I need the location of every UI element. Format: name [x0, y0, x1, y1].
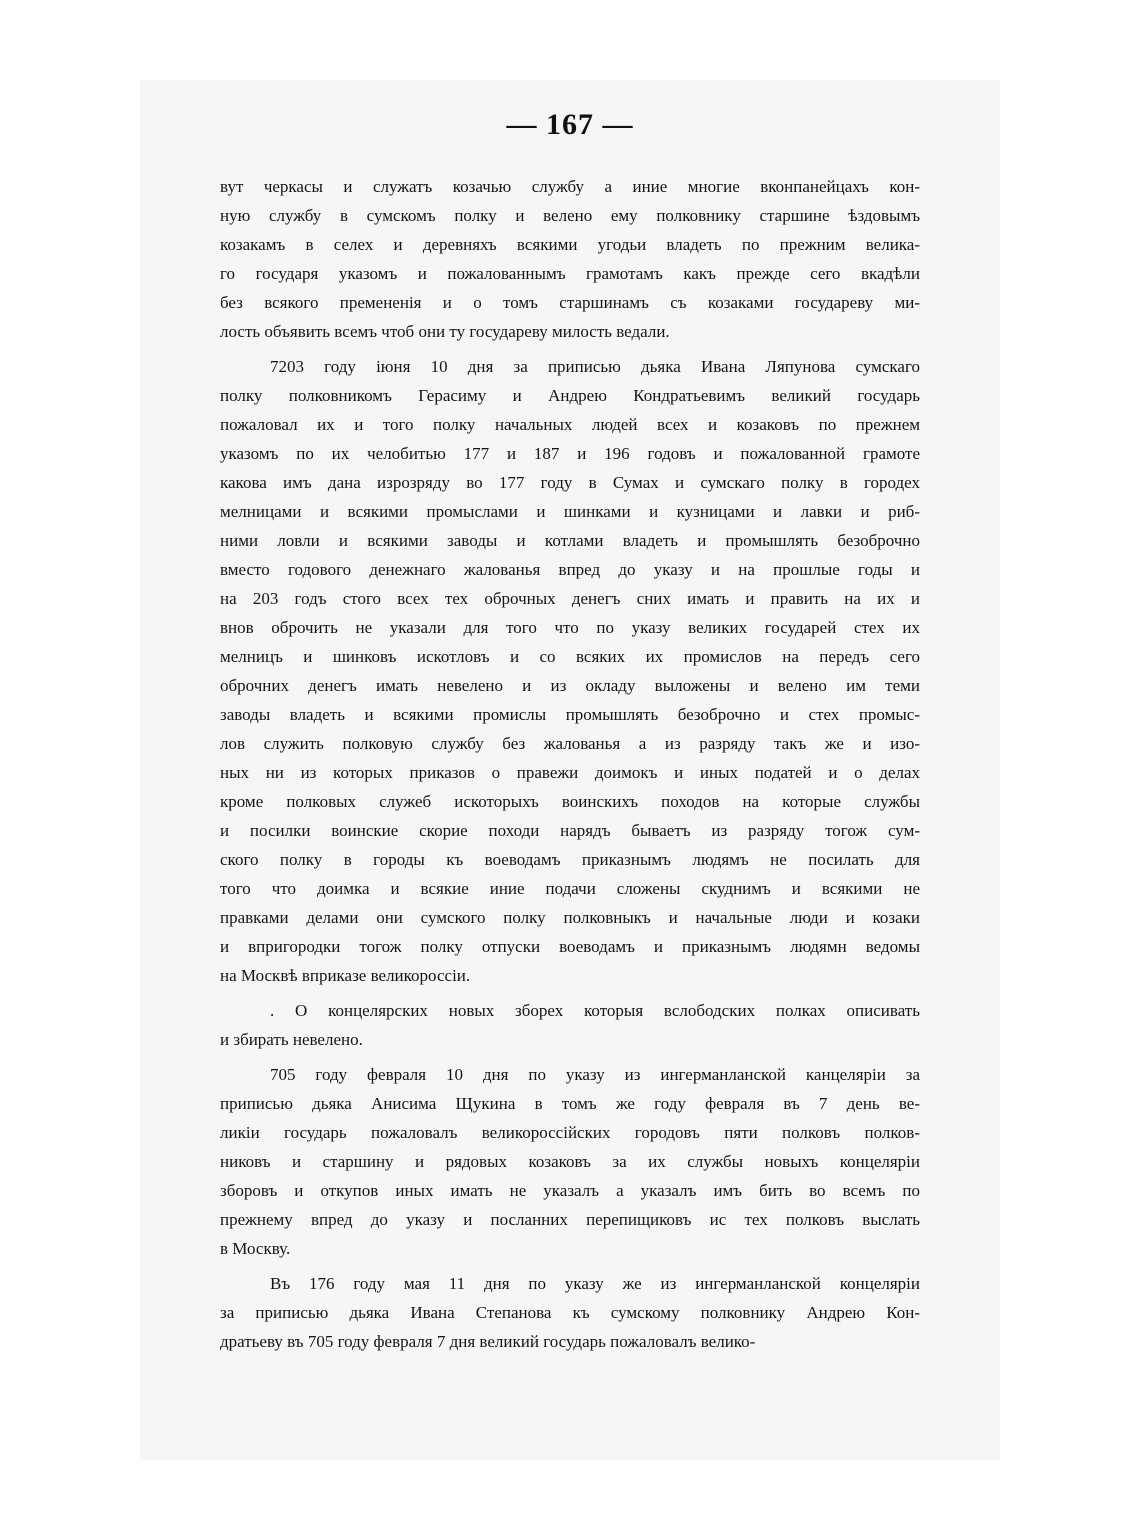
text-line: ними ловли и всякими заводы и котлами владеть и промышлять безоброчно [220, 531, 920, 550]
text-line: . О концелярских новых зборех которыя вслободских полках описивать [270, 1001, 920, 1020]
text-line: 7203 году іюня 10 дня за приписью дьяка Ивана Ляпунова сумскаго [270, 357, 920, 376]
paragraph [220, 1060, 920, 1263]
text-line: Въ 176 году мая 11 дня по указу же из ингерманланской концеляріи [270, 1274, 920, 1293]
text-line: лость объявить всемъ чтоб они ту государеву милость ведали. [220, 322, 670, 341]
text-line: заводы владеть и всякими промислы промышлять безоброчно и стех промыс- [220, 705, 920, 724]
text-line: прежнему впред до указу и посланних перепищиковъ ис тех полковъ выслать [220, 1210, 920, 1229]
text-line: козакамъ в селех и деревняхъ всякими угодьи владеть по прежним велика- [220, 235, 920, 254]
text-line: ского полку в городы къ воеводамъ приказнымъ людямъ не посилать для [220, 850, 920, 869]
text-line: внов оброчить не указали для того что по указу великих государей стех их [220, 618, 920, 637]
page-number: — 167 — [506, 108, 634, 141]
text-line: оброчних денегъ имать невелено и из окладу выложены и велено им теми [220, 676, 920, 695]
text-line: на Москвѣ вприказе великороссіи. [220, 966, 471, 985]
text-line: пожаловал их и того полку начальных людей всех и козаковъ по прежнем [220, 415, 920, 434]
text-line: дратьеву въ 705 году февраля 7 дня великий государь пожаловалъ велико- [220, 1332, 756, 1351]
text-line: лов служить полковую службу без жалованья а из разряду такъ же и изо- [220, 734, 920, 753]
text-line: полку полковникомъ Герасиму и Андрею Кондратьевимъ великий государь [220, 386, 920, 405]
text-line: кроме полковых служеб искоторыхъ воинскихъ походов на которые службы [220, 792, 920, 811]
paragraph [220, 352, 920, 990]
paragraph [220, 1269, 920, 1356]
text-line: и впригородки тогож полку отпуски воеводамъ и приказнымъ людямн ведомы [220, 937, 920, 956]
text-line: на 203 годъ стого всех тех оброчных денегъ сних имать и править на их и [220, 589, 920, 608]
paragraph [220, 996, 920, 1054]
text-line: указомъ по их челобитью 177 и 187 и 196 годовъ и пожалованной грамоте [220, 444, 920, 463]
text-line: в Москву. [220, 1239, 291, 1258]
text-line: правками делами они сумского полку полковныкъ и начальные люди и козаки [220, 908, 920, 927]
text-line: без всякого премененія и о томъ старшинамъ съ козаками государеву ми- [220, 293, 920, 312]
text-line: го государя указомъ и пожалованнымъ грамотамъ какъ прежде сего вкадѣли [220, 264, 920, 283]
text-line: никовъ и старшину и рядовых козаковъ за их службы новыхъ концеляріи [220, 1152, 920, 1171]
text-line: ную службу в сумскомъ полку и велено ему полковнику старшине ѣздовымъ [220, 206, 920, 225]
text-line: мелницъ и шинковъ искотловъ и со всяких их промислов на передъ сего [220, 647, 920, 666]
paragraph [220, 172, 920, 346]
text-line: того что доимка и всякие иние подачи сложены скуднимъ и всякими не [220, 879, 920, 898]
text-line: ных ни из которых приказов о правежи доимокъ и иных податей и о делах [220, 763, 920, 782]
body-text [220, 172, 920, 1362]
text-line: 705 году февраля 10 дня по указу из ингерманланской канцеляріи за [270, 1065, 920, 1084]
text-line: и посилки воинские скорие походи нарядъ бываетъ из разряду тогож сум- [220, 821, 920, 840]
text-line: приписью дьяка Анисима Щукина в томъ же году февраля въ 7 день ве- [220, 1094, 920, 1113]
text-line: вут черкасы и служатъ козачью службу а иние многие вконпанейцахъ кон- [220, 177, 920, 196]
text-line: зборовъ и откупов иных имать не указалъ а указалъ имъ бить во всемъ по [220, 1181, 920, 1200]
text-line: вместо годового денежнаго жалованья впред до указу и на прошлые годы и [220, 560, 920, 579]
text-line: мелницами и всякими промыслами и шинками и кузницами и лавки и риб- [220, 502, 920, 521]
text-line: ликіи государь пожаловалъ великороссійских городовъ пяти полковъ полков- [220, 1123, 920, 1142]
text-line: и збирать невелено. [220, 1030, 363, 1049]
text-line: за приписью дьяка Ивана Степанова къ сумскому полковнику Андрею Кон- [220, 1303, 920, 1322]
text-line: какова имъ дана изрозряду во 177 году в Сумах и сумскаго полку в городех [220, 473, 920, 492]
